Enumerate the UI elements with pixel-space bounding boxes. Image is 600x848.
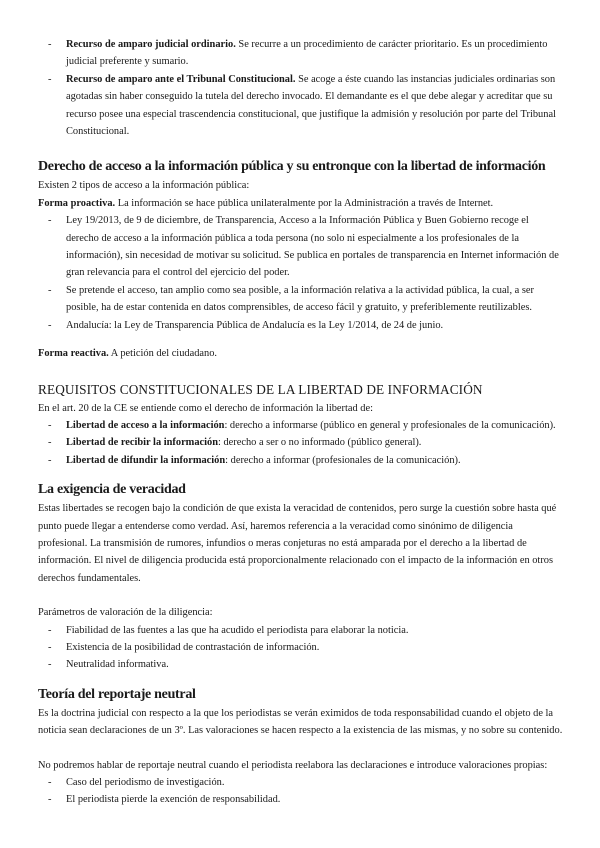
proactiva-text: La información se hace pública unilateralmente por la Administración a través de Internet. [115,197,494,209]
reactiva-label: Forma reactiva. [38,348,109,360]
proactiva-list [38,212,564,334]
section-heading-reportaje: Teoría del reportaje neutral [38,686,196,702]
list-item: - Fiabilidad de las fuentes a las que ha acudido el periodista para elaborar la noticia. [48,622,564,639]
no-podremos-paragraph: No podremos hablar de reportaje neutral cuando el periodista reelabora las declaraciones e introduce valoraciones propias: [38,759,548,771]
params-intro: Parámetros de valoración de la diligencia: [38,607,213,619]
list-item [48,417,564,434]
section-heading-requisitos: REQUISITOS CONSTITUCIONALES DE LA LIBERTAD DE INFORMACIÓN [38,381,483,397]
list-item-term: Recurso de amparo judicial ordinario. [66,39,236,50]
amparo-list [38,36,564,140]
list-item [48,36,564,71]
params-list [38,622,564,674]
list-item: - Andalucía: la Ley de Transparencia Pública de Andalucía es la Ley 1/2014, de 24 de junio. [48,317,564,334]
acceso-intro: Existen 2 tipos de acceso a la información pública: [38,180,250,192]
list-item: - Se pretende el acceso, tan amplio como sea posible, a la información relativa a la actividad pública, la cual, a ser posible, ha de estar contenida en datos comprensibles, de acceso fácil y gratuito, y preferiblemente reutilizables. [48,282,564,317]
libertades-list [38,417,564,469]
reportaje-body: Es la doctrina judicial con respecto a la que los periodistas se verán eximidos de toda responsabilidad cuando el objeto de la noticia sean declaraciones de un 3º. Las valoraciones se hacen respecto a la existencia de las mismas, y no sobre su contenido. [38,707,563,737]
reactiva-paragraph [38,345,564,362]
list-item-text: : derecho a informarse (público en general y profesionales de la comunicación). [224,419,556,431]
requisitos-intro: En el art. 20 de la CE se entiende como el derecho de información la libertad de: [38,402,373,414]
list-item-text: : derecho a ser o no informado (público general). [218,437,422,449]
reactiva-text: A petición del ciudadano. [108,348,217,360]
document-page [38,36,564,809]
list-item-text: Se recurre a un procedimiento de carácter prioritario. Es un procedimiento judicial preferente y sumario. [66,39,548,68]
proactiva-label: Forma proactiva. [38,197,116,209]
list-item [48,452,564,469]
list-item-term: Recurso de amparo ante el Tribunal Constitucional. [66,73,296,85]
section-heading-acceso: Derecho de acceso a la información pública y su entronque con la libertad de información [38,159,546,175]
reportaje-list [38,774,564,809]
list-item [48,71,564,141]
list-item [48,434,564,451]
list-item-term: Libertad de acceso a la información [66,419,225,431]
list-item: - Caso del periodismo de investigación. [48,774,564,791]
veracidad-body: Estas libertades se recogen bajo la condición de que exista la veracidad de contenidos, pero surge la cuestión sobre hasta qué punto puede llegar a entenderse como verdad. Así, haremos referencia a la veracidad como sinónimo de diligencia profesional. La transmisión de rumores, infundios o meras conjeturas no está amparada por el derecho a la libertad de información. El nivel de diligencia producida está proporcionalmente relacionado con el impacto de la información en otros derechos fundamentales. [38,503,557,584]
list-item: - El periodista pierde la exención de responsabilidad. [48,791,564,808]
list-item-text: Se acoge a éste cuando las instancias judiciales ordinarias son agotadas sin haber conseguido la tutela del derecho invocado. El demandante es el que debe alegar y acreditar que su recurso posee una especial trascendencia constitucional, que justifique la admisión y resolución por parte del Tribunal Constitucional. [66,73,556,138]
proactiva-paragraph [38,195,564,212]
list-item-term: Libertad de difundir la información [66,454,226,466]
list-item: - Neutralidad informativa. [48,656,564,673]
list-item-text: : derecho a informar (profesionales de la comunicación). [225,454,461,466]
section-heading-veracidad: La exigencia de veracidad [38,482,186,498]
list-item: - Existencia de la posibilidad de contrastación de información. [48,639,564,656]
list-item: - Ley 19/2013, de 9 de diciembre, de Transparencia, Acceso a la Información Pública y Buen Gobierno recoge el derecho de acceso a la información pública a toda persona (no solo ni especialmente a los profesionales de la información), sin necesidad de motivar su solicitud. Se publica en portales de transparencia en Internet información de gran relevancia para el control del ejercicio del poder. [48,212,564,282]
list-item-term: Libertad de recibir la información [66,437,218,449]
